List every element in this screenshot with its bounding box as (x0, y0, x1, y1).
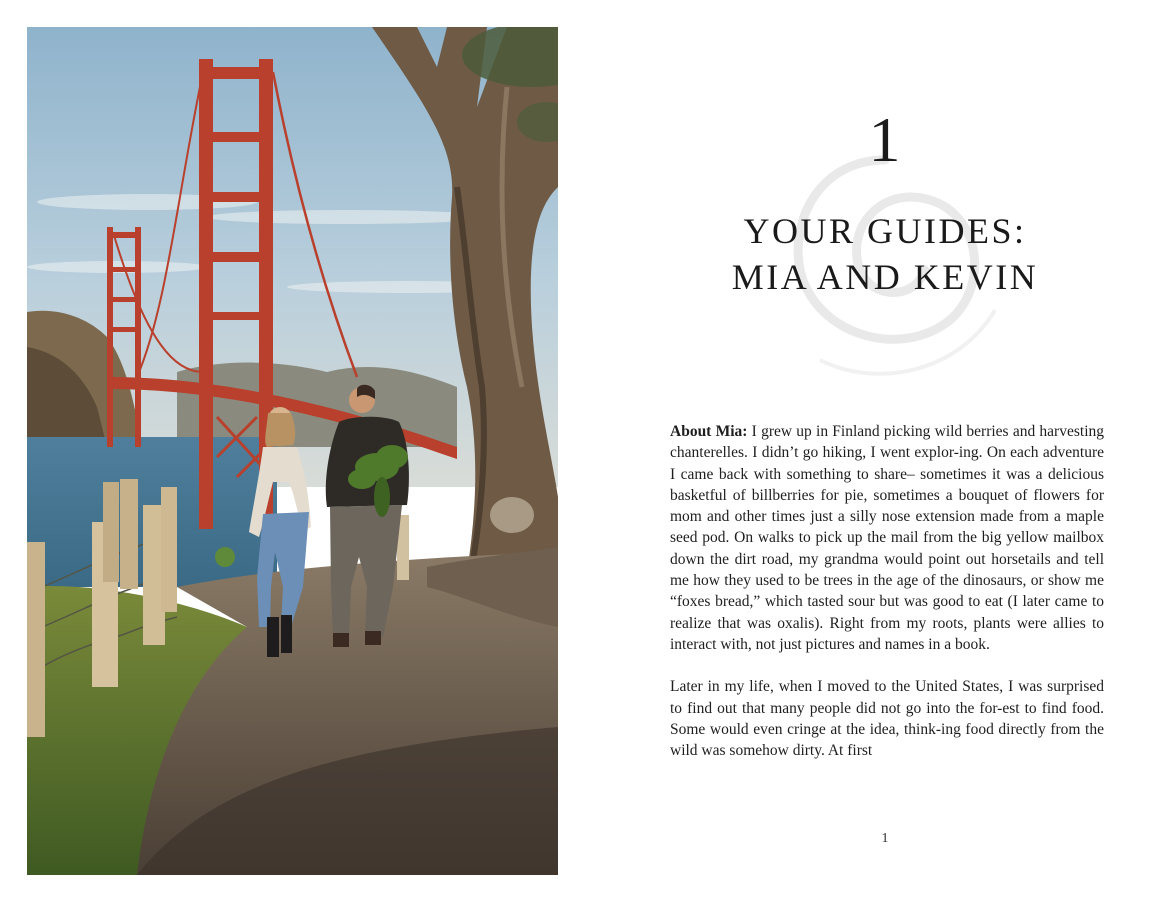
chapter-title-line-1: YOUR GUIDES: (743, 211, 1027, 251)
chapter-title-line-2: MIA AND KEVIN (731, 257, 1039, 297)
paragraph-2-text: Later in my life, when I moved to the United States, I was surprised to find out that many people did not go into the for-est to find food. Some would even cringe at the idea, think-ing food directly from the wild was somehow dirty. At first (670, 678, 1104, 760)
chapter-body-text (670, 421, 1104, 761)
photo-golden-gate-bridge-walkers (27, 27, 558, 875)
paragraph-2 (670, 676, 1104, 761)
paragraph-about-mia (670, 421, 1104, 655)
paragraph-1-text: I grew up in Finland picking wild berries and harvesting chanterelles. I didn’t go hiking, I went explor-ing. On each adventure I came back with something to share– sometimes it was a delicious basketful of billberries for pie, sometimes a bouquet of flowers for mom and other times just a silly nose extension made from a maple seed pod. On walks to pick up the mail from the big yellow mailbox down the dirt road, my grandma would point out horsetails and tell me how they used to be trees in the age of the dinosaurs, or show me “foxes bread,” which tasted sour but was good to eat (I later came to realize that was oxalis). Right from my roots, plants were allies to interact with, not just pictures and names in a book. (670, 423, 1104, 653)
chapter-number: 1 (868, 104, 902, 175)
paragraph-lead-heading: About Mia: (670, 423, 748, 440)
chapter-title (690, 208, 1080, 300)
page-number: 1 (881, 831, 889, 846)
